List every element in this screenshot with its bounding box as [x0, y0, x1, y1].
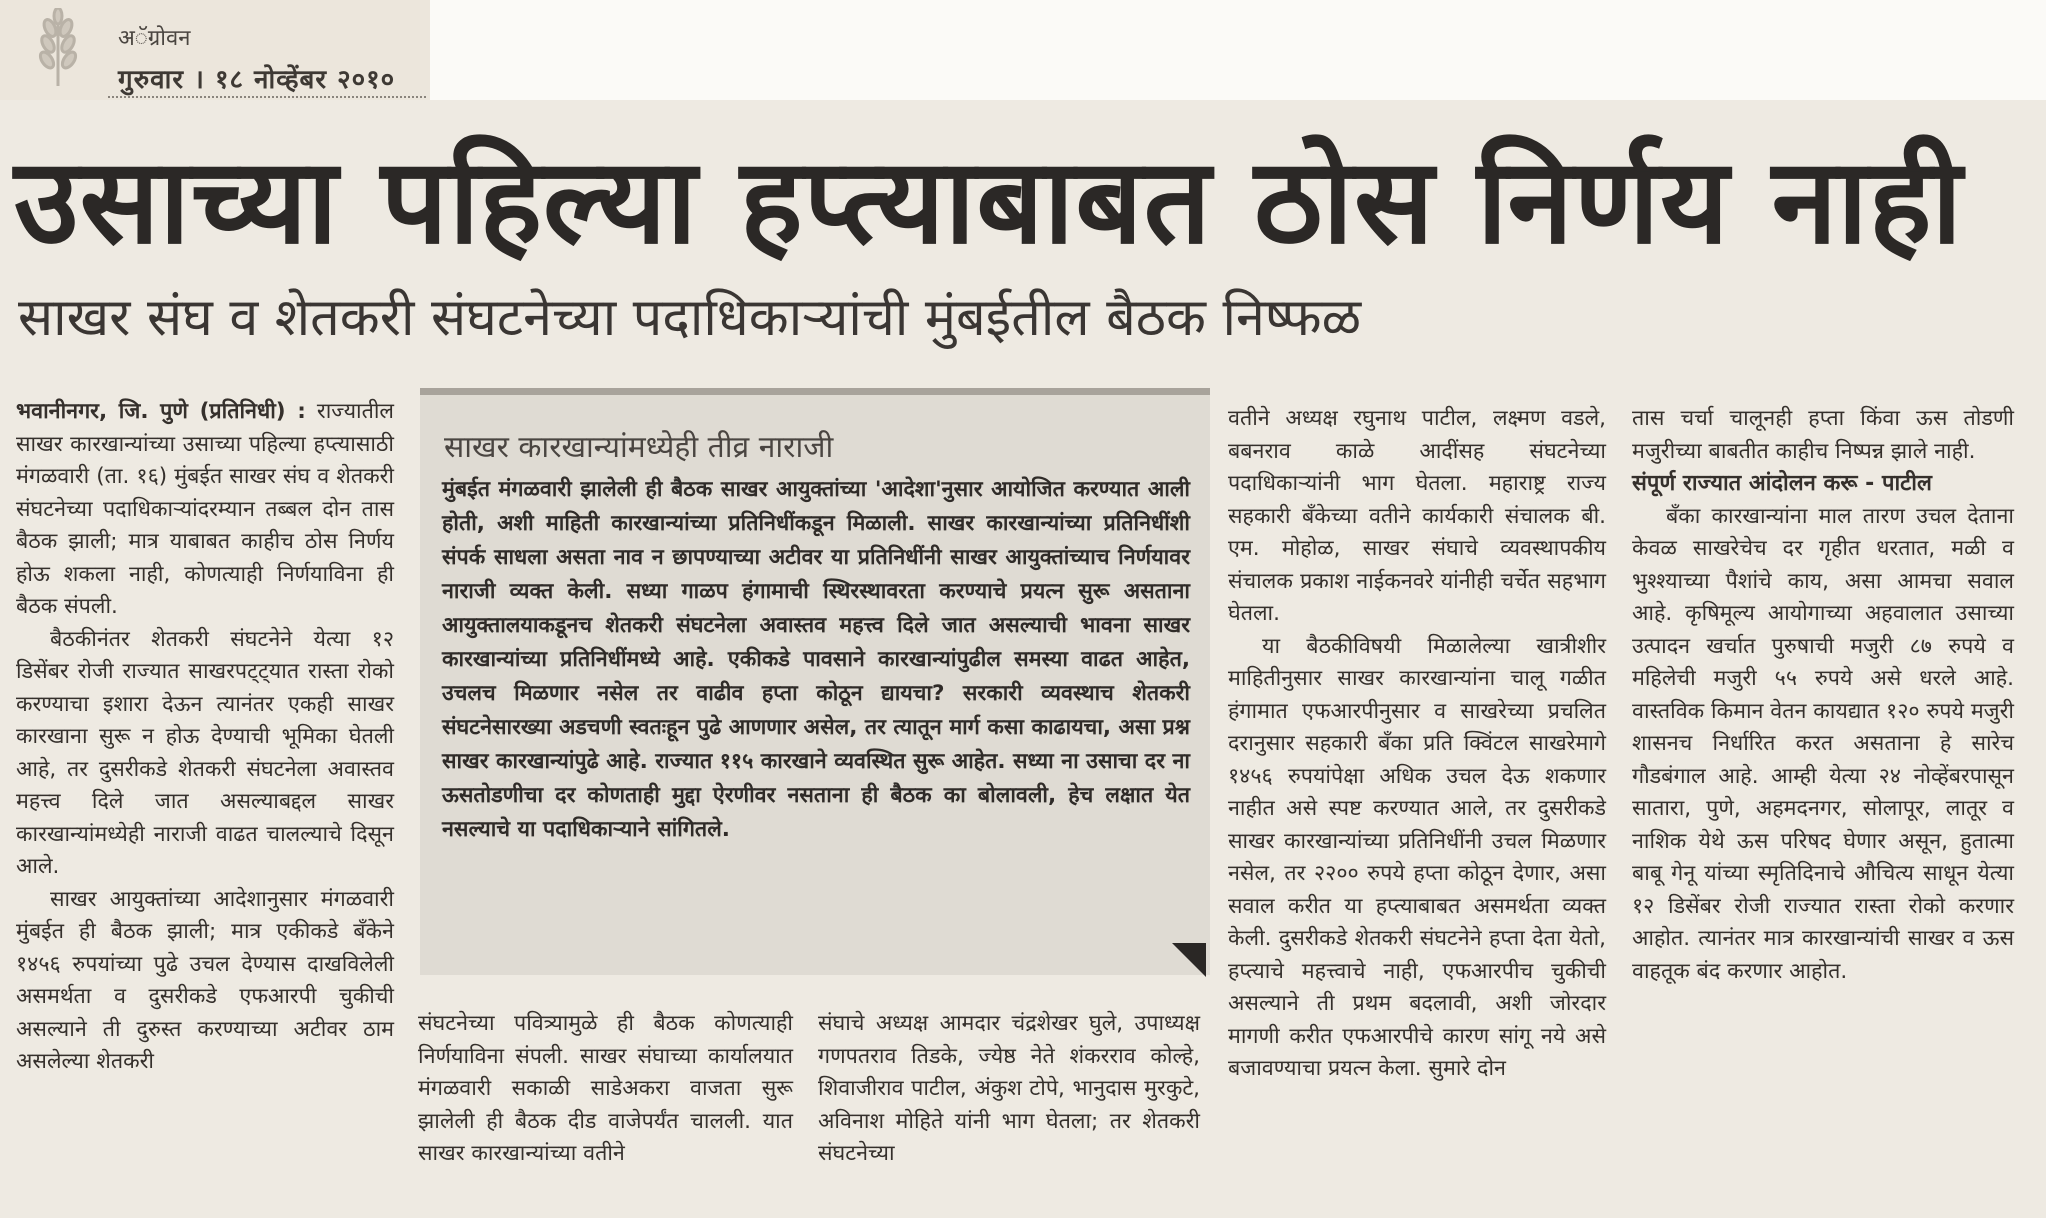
column-5-subheading: संपूर्ण राज्यात आंदोलन करू - पाटील [1632, 471, 1932, 496]
article-column-3 [818, 1008, 1200, 1171]
article-dateline: भवानीनगर, जि. पुणे (प्रतिनिधी) : [16, 399, 306, 424]
article-column-2 [418, 1008, 793, 1171]
column-5-paragraph-2: बँका कारखान्यांना माल तारण उचल देताना केवळ साखरेचेच दर गृहीत धरतात, मळी व भुश्श्याच्या पैशांचे काय, असा आमचा सवाल आहे. कृषिमूल्य आयोगाच्या अहवालात उसाच्या उत्पादन खर्चात पुरुषाची मजुरी ८७ रुपये व महिलेची मजुरी ५५ रुपये असे धरले आहे. वास्तविक किमान वेतन कायद्यात १२० रुपये मजुरी शासनच निर्धारित करत असताना हे सारेच गौडबंगाल आहे. आम्ही येत्या २४ नोव्हेंबरपासून सातारा, पुणे, अहमदनगर, सोलापूर, लातूर व नाशिक येथे ऊस परिषद घेणार असून, हुतात्मा बाबू गेनू यांच्या स्मृतिदिनाचे औचित्य साधून येत्या १२ डिसेंबर रोजी राज्यात रास्ता रोको करणार आहोत. त्यानंतर मात्र कारखान्यांची साखर व ऊस वाहतूक बंद करणार आहोत. [1632, 503, 2014, 984]
sidebar-box-body: मुंबईत मंगळवारी झालेली ही बैठक साखर आयुक्तांच्या 'आदेशा'नुसार आयोजित करण्यात आली होती, अशी माहिती कारखान्यांच्या प्रतिनिधींकडून मिळाली. साखर कारखान्यांच्या प्रतिनिधींशी संपर्क साधला असता नाव न छापण्याच्या अटीवर या प्रतिनिधींनी साखर आयुक्तांच्याच निर्णयावर नाराजी व्यक्त केली. सध्या गाळप हंगामाची स्थिरस्थावरता करण्याचे प्रयत्न सुरू असताना आयुक्तालयाकडूनच शेतकरी संघटनेला अवास्तव महत्त्व दिले जात असल्याची भावना साखर कारखान्यांच्या प्रतिनिधींमध्ये आहे. एकीकडे पावसाने कारखान्यांपुढील समस्या वाढत आहेत, उचलच मिळणार नसेल तर वाढीव हप्ता कोठून द्यायचा? सरकारी व्यवस्थाच शेतकरी संघटनेसारख्या अडचणी स्वतःहून पुढे आणणार असेल, तर त्यातून मार्ग कसा काढायचा, असा प्रश्न साखर कारखान्यांपुढे आहे. राज्यात ११५ कारखाने व्यवस्थित सुरू आहेत. सध्या ना उसाचा दर ना ऊसतोडणीचा दर कोणताही मुद्दा ऐरणीवर नसताना ही बैठक का बोलावली, हेच लक्षात येत नसल्याचे या पदाधिकाऱ्याने सांगितले. [442, 477, 1190, 842]
masthead-dotted-rule [108, 96, 426, 98]
sidebar-box-title: साखर कारखान्यांमध्येही तीव्र नाराजी [444, 430, 834, 465]
column-5-paragraph-1: तास चर्चा चालूनही हप्ता किंवा ऊस तोडणी मजुरीच्या बाबतीत काहीच निष्पन्न झाले नाही. [1632, 406, 2014, 464]
article-subheadline: साखर संघ व शेतकरी संघटनेच्या पदाधिकाऱ्यांची मुंबईतील बैठक निष्फळ [18, 288, 1362, 348]
article-column-1 [16, 396, 394, 1079]
column-2-paragraph: संघटनेच्या पवित्र्यामुळे ही बैठक कोणत्याही निर्णयाविना संपली. साखर संघाच्या कार्यालयात मंगळवारी सकाळी साडेअकरा वाजता सुरू झालेली ही बैठक दीड वाजेपर्यंत चालली. यात साखर कारखान्यांच्या वतीने [418, 1011, 793, 1166]
sidebar-corner-arrow-icon [1172, 943, 1206, 977]
article-headline: उसाच्या पहिल्या हप्त्याबाबत ठोस निर्णय नाही [14, 132, 1964, 270]
page-top-margin [430, 0, 2046, 100]
column-1-paragraph-2: बैठकीनंतर शेतकरी संघटनेने येत्या १२ डिसेंबर रोजी राज्यात साखरपट्ट्यात रास्ता रोको करण्याचा इशारा देऊन त्यानंतर एकही साखर कारखाना सुरू न होऊ देण्याची भूमिका घेतली आहे, तर दुसरीकडे शेतकरी संघटनेला अवास्तव महत्त्व दिले जात असल्याबद्दल साखर कारखान्यांमध्येही नाराजी वाढत चालल्याचे दिसून आले. [16, 626, 394, 879]
article-column-4 [1228, 403, 1606, 1086]
article-column-5 [1632, 403, 2014, 988]
sidebar-box [420, 388, 1210, 975]
column-4-paragraph-2: या बैठकीविषयी मिळालेल्या खात्रीशीर माहितीनुसार साखर कारखान्यांना चालू गळीत हंगामात एफआरपीनुसार व साखरेच्या प्रचलित दरानुसार सहकारी बँका प्रति क्विंटल साखरेमागे १४५६ रुपयांपेक्षा अधिक उचल देऊ शकणार नाहीत असे स्पष्ट करण्यात आले, तर दुसरीकडे साखर कारखान्यांच्या प्रतिनिधींनी उचल मिळणार नसेल, तर २२०० रुपये हप्ता कोठून देणार, असा सवाल करीत या हप्त्याबाबत असमर्थता व्यक्त केली. दुसरीकडे शेतकरी संघटनेने हप्ता देता येतो, हप्त्याचे महत्त्वाचे नाही, एफआरपीच चुकीची असल्याने ती प्रथम बदलावी, अशी जोरदार मागणी करीत एफआरपीचे कारण सांगू नये असे बजावण्याचा प्रयत्न केला. सुमारे दोन [1228, 633, 1606, 1081]
column-1-paragraph-3: साखर आयुक्तांच्या आदेशानुसार मंगळवारी मुंबईत ही बैठक झाली; मात्र एकीकडे बँकेने १४५६ रुपयांच्या पुढे उचल देण्यास दाखविलेली असमर्थता व दुसरीकडे एफआरपी चुकीची असल्याने ती दुरुस्त करण्याच्या अटीवर ठाम असलेल्या शेतकरी [16, 886, 394, 1074]
newspaper-name: अॅग्रोवन [118, 26, 191, 51]
column-1-paragraph-1: राज्यातील साखर कारखान्यांच्या उसाच्या पहिल्या हप्त्यासाठी मंगळवारी (ता. १६) मुंबईत साखर संघ व शेतकरी संघटनेच्या पदाधिकाऱ्यांदरम्यान तब्बल दोन तास बैठक झाली; मात्र याबाबत काहीच ठोस निर्णय होऊ शकला नाही, कोणत्याही निर्णयाविना ही बैठक संपली. [16, 399, 395, 619]
column-4-paragraph-1: वतीने अध्यक्ष रघुनाथ पाटील, लक्ष्मण वडले, बबनराव काळे आदींसह संघटनेच्या पदाधिकाऱ्यांनी भाग घेतला. महाराष्ट्र राज्य सहकारी बँकेच्या वतीने कार्यकारी संचालक बी. एम. मोहोळ, साखर संघाचे व्यवस्थापकीय संचालक प्रकाश नाईकनवरे यांनीही चर्चेत सहभाग घेतला. [1228, 406, 1606, 626]
wheat-logo-icon [18, 8, 98, 88]
column-3-paragraph: संघाचे अध्यक्ष आमदार चंद्रशेखर घुले, उपाध्यक्ष गणपतराव तिडके, ज्येष्ठ नेते शंकरराव कोल्हे, शिवाजीराव पाटील, अंकुश टोपे, भानुदास मुरकुटे, अविनाश मोहिते यांनी भाग घेतला; तर शेतकरी संघटनेच्या [818, 1011, 1200, 1166]
publication-date: गुरुवार । १८ नोव्हेंबर २०१० [118, 65, 396, 95]
